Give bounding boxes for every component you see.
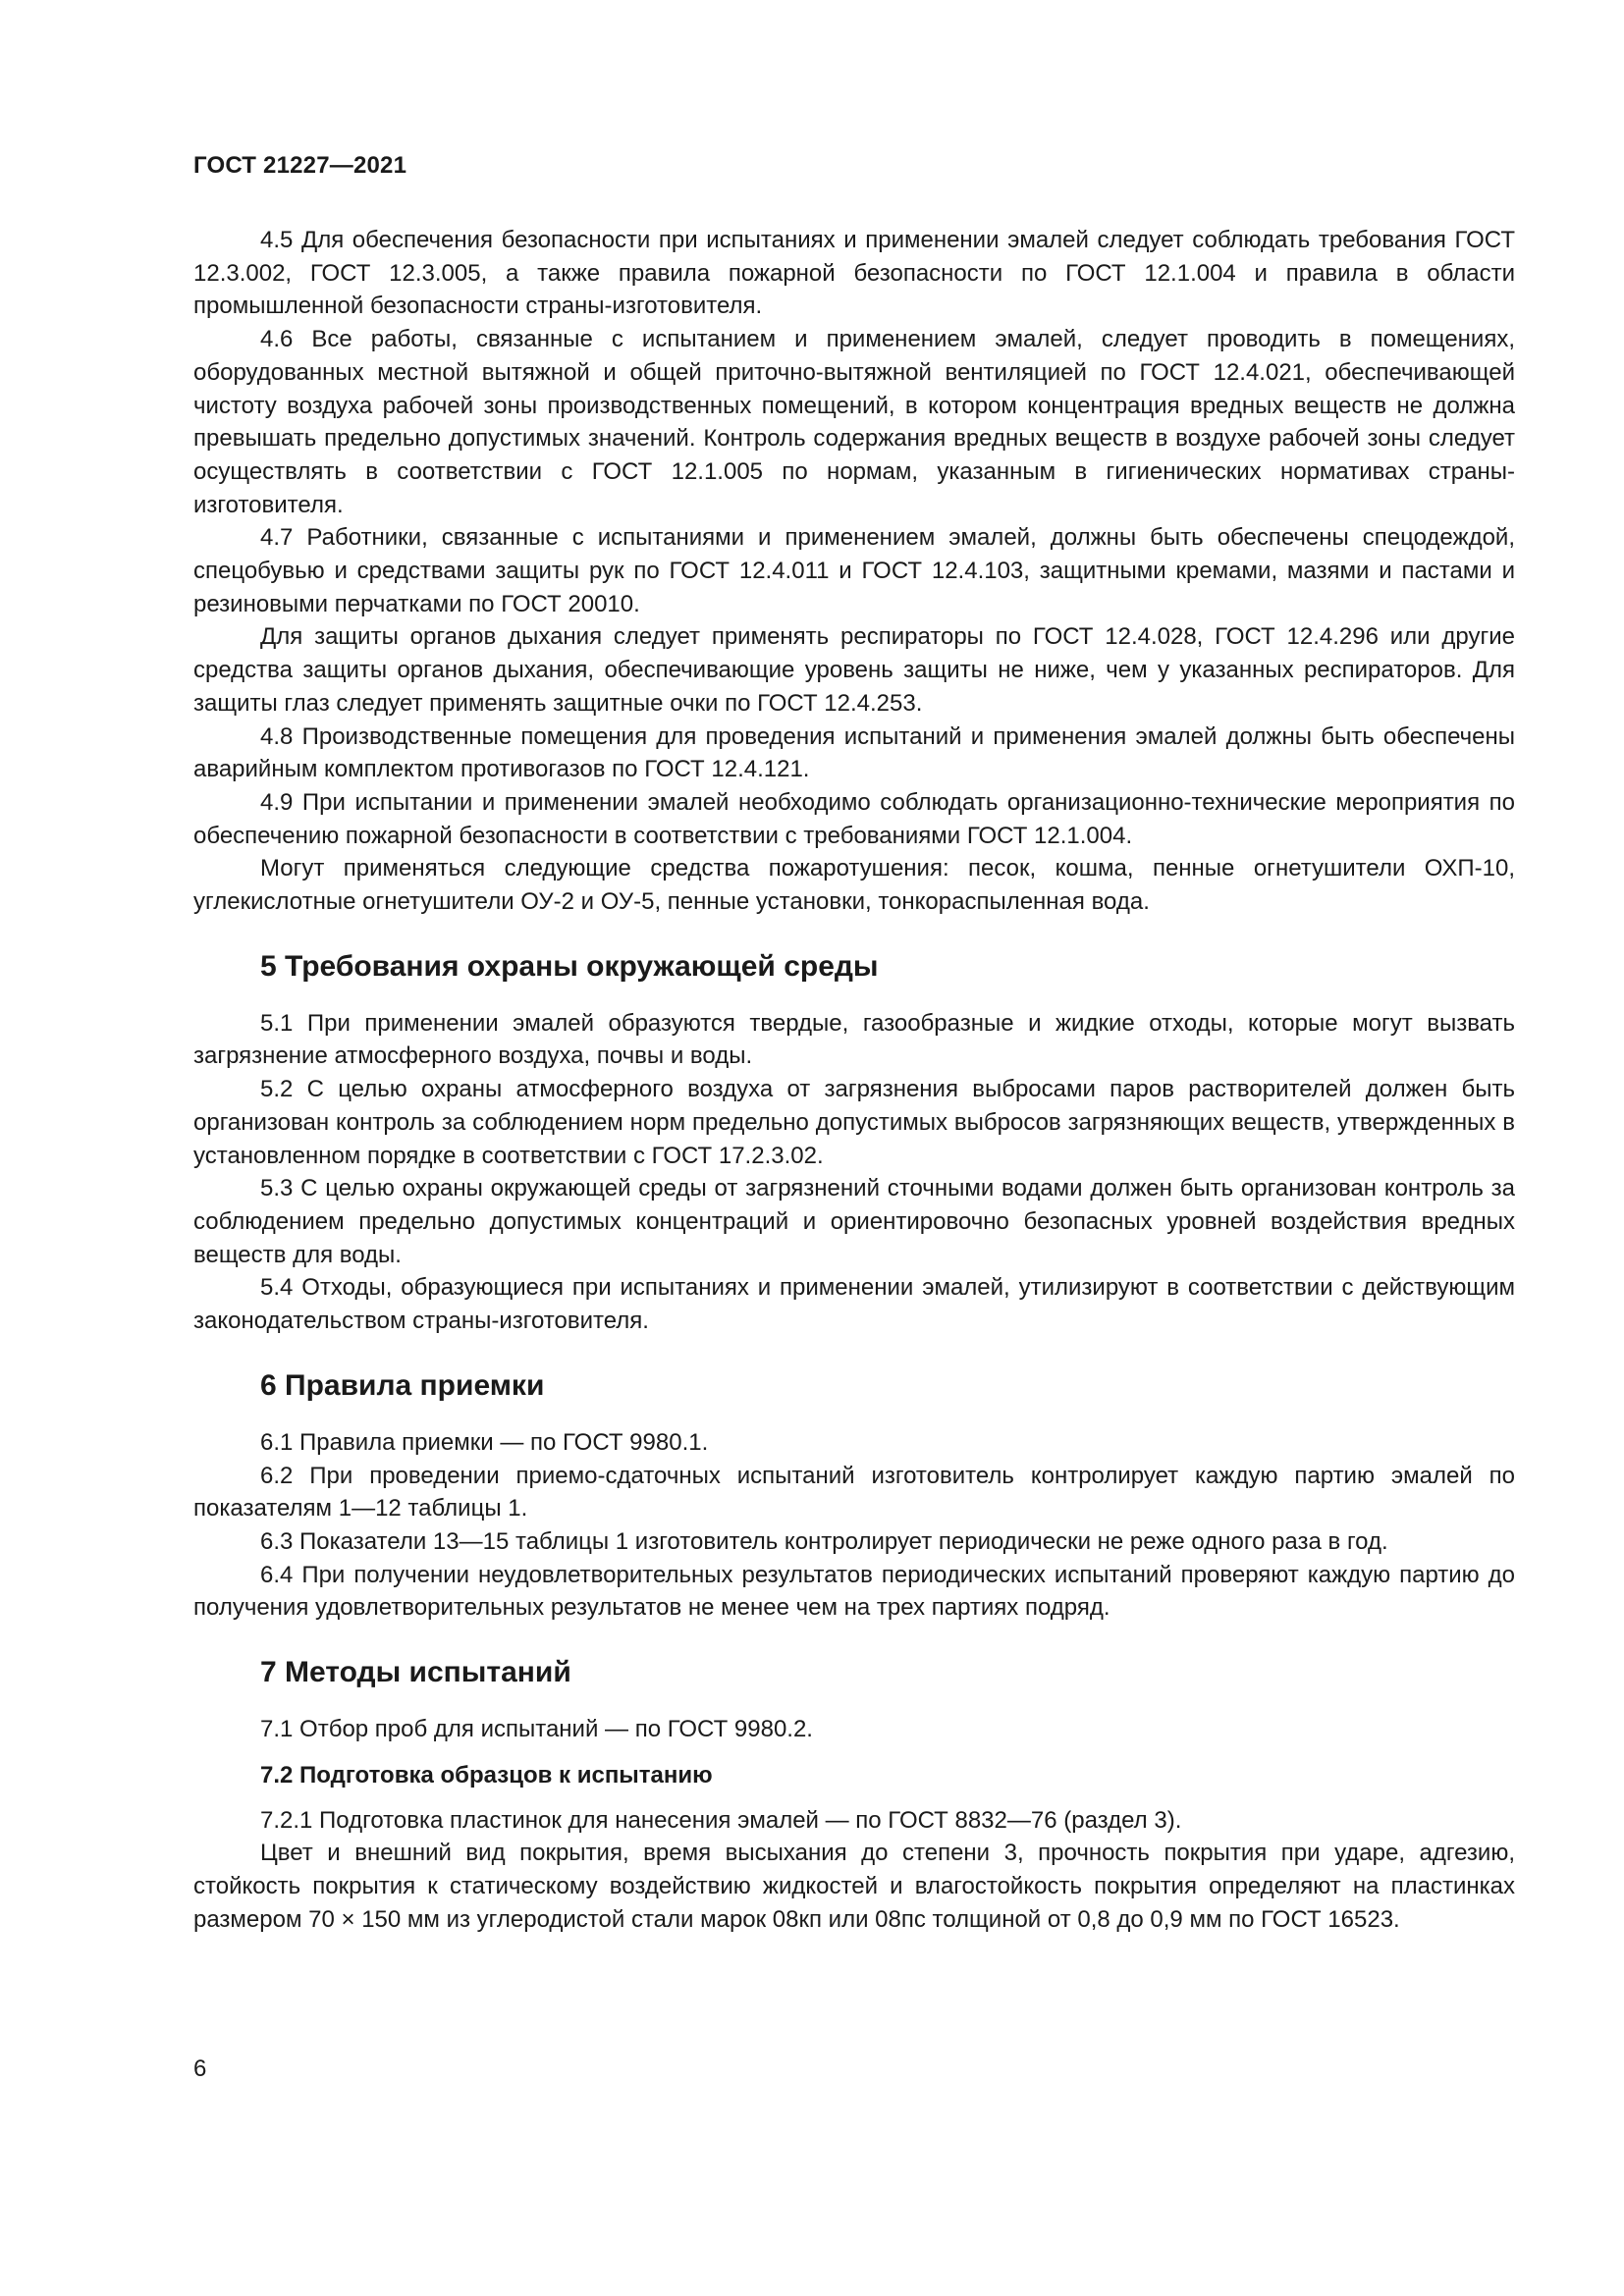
paragraph-5-4: 5.4 Отходы, образующиеся при испытаниях и применении эмалей, утилизируют в соответствии с действующим законодательством страны-изготовителя. — [193, 1274, 1515, 1335]
document-code-header: ГОСТ 21227—2021 — [193, 152, 407, 179]
paragraph-4-9: 4.9 При испытании и применении эмалей необходимо соблюдать организационно-технические мероприятия по обеспечению пожарной безопасности в соответствии с требованиями ГОСТ 12.1.004. — [193, 788, 1515, 849]
section-6-heading: 6 Правила приемки — [260, 1368, 545, 1402]
paragraph-4-6: 4.6 Все работы, связанные с испытанием и применением эмалей, следует проводить в помещениях, оборудованных местной вытяжной и общей приточно-вытяжной вентиляцией по ГОСТ 12.4.021, обеспечивающей чистоту воздуха рабочей зоны производственных помещений, в котором концентрация вредных веществ не должна превышать предельно допустимых значений. Контроль содержания вредных веществ в воздухе рабочей зоны следует осуществлять в соответствии с ГОСТ 12.1.005 по нормам, указанным в гигиенических нормативах страны-изготовителя. — [193, 326, 1515, 518]
paragraph-7-2-1: 7.2.1 Подготовка пластинок для нанесения эмалей — по ГОСТ 8832—76 (раздел 3). — [260, 1806, 1182, 1834]
paragraph-4-7: 4.7 Работники, связанные с испытаниями и применением эмалей, должны быть обеспечены спецодеждой, спецобувью и средствами защиты рук по ГОСТ 12.4.011 и ГОСТ 12.4.103, защитными кремами, мазями и пастами и резиновыми перчатками по ГОСТ 20010. — [193, 524, 1515, 617]
paragraph-7-1: 7.1 Отбор проб для испытаний — по ГОСТ 9980.2. — [260, 1716, 813, 1743]
page-number: 6 — [193, 2056, 207, 2082]
paragraph-6-4: 6.4 При получении неудовлетворительных результатов периодических испытаний проверяют каждую партию до получения удовлетворительных результатов не менее чем на трех партиях подряд. — [193, 1561, 1515, 1622]
subsection-7-2-heading: 7.2 Подготовка образцов к испытанию — [260, 1761, 713, 1789]
document-body — [193, 224, 1515, 1937]
section-5-heading: 5 Требования охраны окружающей среды — [260, 949, 879, 983]
paragraph-4-5: 4.5 Для обеспечения безопасности при испытаниях и применении эмалей следует соблюдать требования ГОСТ 12.3.002, ГОСТ 12.3.005, а также правила пожарной безопасности по ГОСТ 12.1.004 и правила в области промышленной безопасности страны-изготовителя. — [193, 227, 1515, 320]
paragraph-4-7-respiratory: Для защиты органов дыхания следует применять респираторы по ГОСТ 12.4.028, ГОСТ 12.4.296 или другие средства защиты органов дыхания, обеспечивающие уровень защиты не ниже, чем у указанных респираторов. Для защиты глаз следует применять защитные очки по ГОСТ 12.4.253. — [193, 623, 1515, 717]
paragraph-4-9-extinguishing: Могут применяться следующие средства пожаротушения: песок, кошма, пенные огнетушители ОХП-10, углекислотные огнетушители ОУ-2 и ОУ-5, пенные установки, тонкораспыленная вода. — [193, 855, 1515, 916]
paragraph-6-1: 6.1 Правила приемки — по ГОСТ 9980.1. — [260, 1428, 709, 1456]
paragraph-5-1: 5.1 При применении эмалей образуются твердые, газообразные и жидкие отходы, которые могут вызвать загрязнение атмосферного воздуха, почвы и воды. — [193, 1009, 1515, 1070]
paragraph-5-3: 5.3 С целью охраны окружающей среды от загрязнений сточными водами должен быть организован контроль за соблюдением предельно допустимых концентраций и ориентировочно безопасных уровней воздействия вредных веществ для воды. — [193, 1175, 1515, 1268]
paragraph-7-2-1-samples: Цвет и внешний вид покрытия, время высыхания до степени 3, прочность покрытия при ударе, адгезию, стойкость покрытия к статическому воздействию жидкостей и влагостойкость покрытия определяют на пластинках размером 70 × 150 мм из углеродистой стали марок 08кп или 08пс толщиной от 0,8 до 0,9 мм по ГОСТ 16523. — [193, 1840, 1515, 1933]
paragraph-4-8: 4.8 Производственные помещения для проведения испытаний и применения эмалей должны быть обеспечены аварийным комплектом противогазов по ГОСТ 12.4.121. — [193, 722, 1515, 783]
paragraph-6-2: 6.2 При проведении приемо-сдаточных испытаний изготовитель контролирует каждую партию эмалей по показателям 1—12 таблицы 1. — [193, 1462, 1515, 1522]
paragraph-5-2: 5.2 С целью охраны атмосферного воздуха от загрязнения выбросами паров растворителей должен быть организован контроль за соблюдением норм предельно допустимых выбросов загрязняющих веществ, утвержденных в установленном порядке в соответствии с ГОСТ 17.2.3.02. — [193, 1076, 1515, 1169]
paragraph-6-3: 6.3 Показатели 13—15 таблицы 1 изготовитель контролирует периодически не реже одного раза в год. — [260, 1527, 1388, 1555]
section-7-heading: 7 Методы испытаний — [260, 1656, 571, 1689]
